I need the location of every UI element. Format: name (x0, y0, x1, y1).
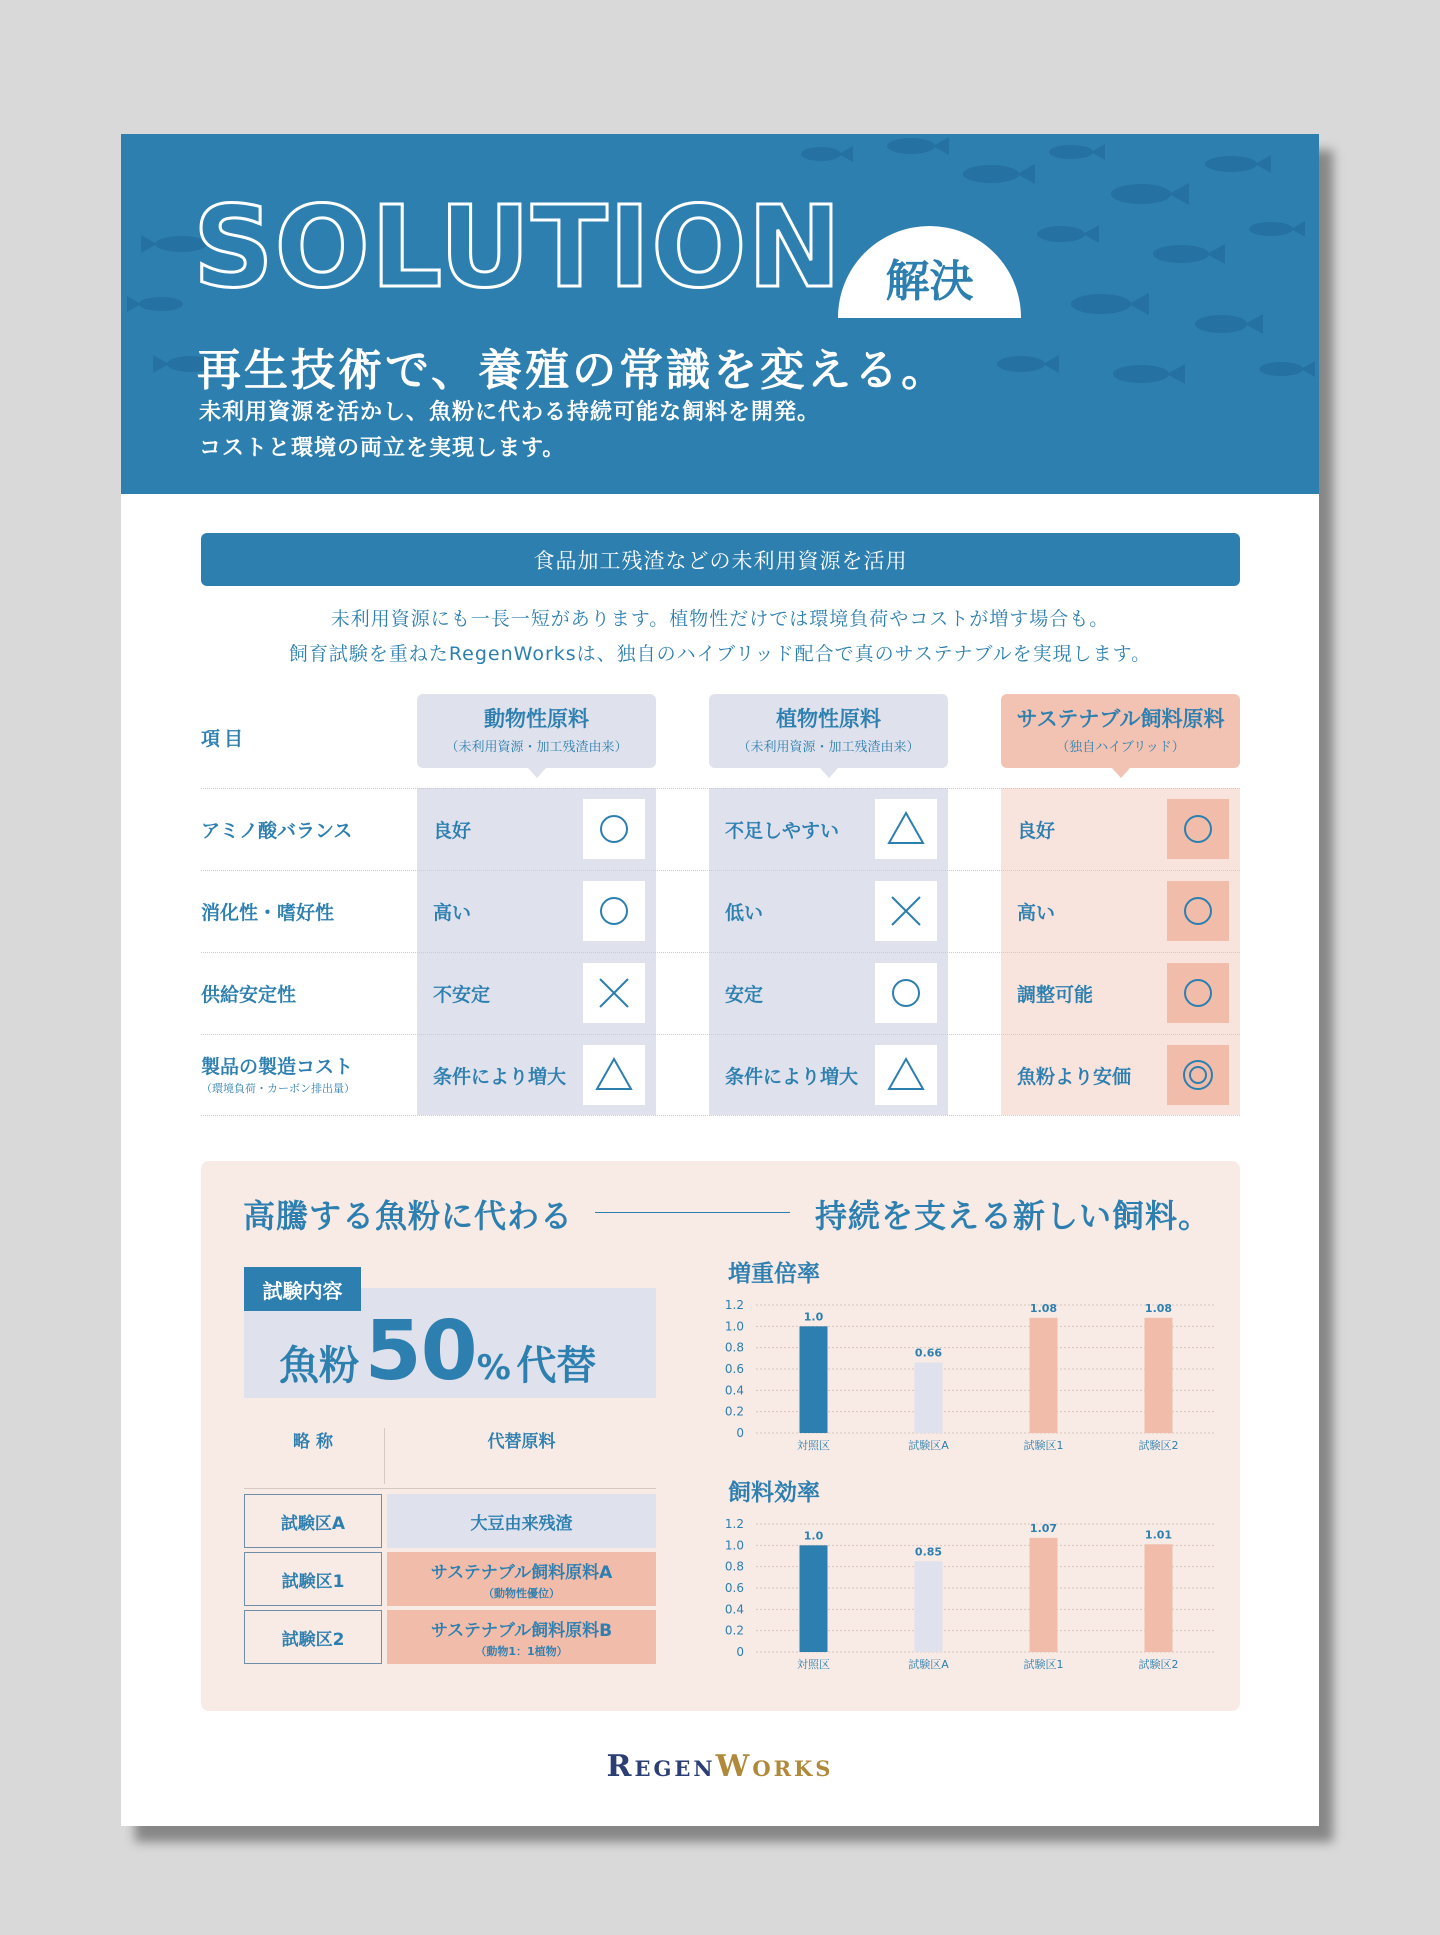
bar (1030, 1538, 1058, 1652)
weight-gain-bar-chart (716, 1291, 1226, 1461)
bar (800, 1545, 828, 1652)
cell-rating-text: 良好 (433, 820, 472, 842)
section-banner: 食品加工残渣などの未利用資源を活用 (201, 533, 1240, 586)
y-tick-label: 0.8 (724, 1340, 744, 1355)
row-label: 供給安定性 (201, 984, 297, 1006)
bar-value-label: 1.01 (1144, 1528, 1173, 1542)
row-divider (201, 788, 1240, 789)
fishmeal-word: 魚粉 (279, 1343, 359, 1389)
column-title: 動物性原料 (484, 707, 589, 731)
row-label: 消化性・嗜好性 (201, 902, 335, 924)
cross-icon (875, 881, 937, 941)
cell-rating-text: 安定 (725, 984, 764, 1006)
cell-rating-text: 高い (1017, 902, 1056, 924)
solution-heading: SOLUTION (193, 183, 843, 313)
chart-title-weight-gain: 増重倍率 (728, 1261, 820, 1287)
x-category-label: 試験区1 (1023, 1658, 1064, 1671)
row-label: 製品の製造コスト (201, 1056, 354, 1078)
y-tick-label: 0.2 (724, 1404, 744, 1419)
header-pointer (1112, 768, 1130, 778)
x-category-label: 試験区1 (1023, 1439, 1064, 1452)
bar-value-label: 1.07 (1029, 1521, 1058, 1535)
x-category-label: 対照区 (797, 1658, 830, 1671)
row-divider (201, 1115, 1240, 1116)
trial-section (201, 1161, 1240, 1711)
column-header-animal (417, 694, 656, 768)
logo-text-egen: EGEN (634, 1756, 716, 1781)
x-category-label: 試験区2 (1138, 1658, 1179, 1671)
bar (800, 1326, 828, 1433)
x-category-label: 試験区A (908, 1658, 949, 1671)
hero-subtitle-line1: 未利用資源を活かし、魚粉に代わる持続可能な飼料を開発。 (199, 400, 821, 425)
y-tick-label: 0.6 (724, 1581, 744, 1595)
group-material (387, 1552, 656, 1606)
intro-line1: 未利用資源にも一長一短があります。植物性だけでは環境負荷やコストが増す場合も。 (330, 608, 1110, 630)
bar (915, 1561, 943, 1652)
column-note: （未利用資源・加工残渣由来） (445, 740, 628, 755)
double-circle-icon (1167, 1045, 1229, 1105)
y-tick-label: 0 (736, 1426, 744, 1440)
bar-value-label: 0.66 (914, 1346, 943, 1360)
intro-line2: 飼育試験を重ねたRegenWorksは、独自のハイブリッド配合で真のサステナブルを実現します。 (288, 643, 1152, 665)
row-divider (201, 1034, 1240, 1035)
material-header: 代替原料 (487, 1432, 556, 1452)
header-divider (384, 1428, 385, 1484)
intro-text (121, 602, 1319, 672)
column-header-sustainable (1001, 694, 1240, 768)
y-tick-label: 1.0 (724, 1538, 744, 1553)
material-name: 大豆由来残渣 (470, 1513, 573, 1534)
logo-letter-r: R (606, 1749, 635, 1784)
y-tick-label: 1.2 (724, 1298, 744, 1312)
material-name: サステナブル飼料原料A (430, 1562, 613, 1583)
y-tick-label: 1.2 (724, 1517, 744, 1531)
triangle-icon (875, 1045, 937, 1105)
logo-letter-w: W (715, 1749, 753, 1784)
cross-icon (583, 963, 645, 1023)
heading-divider (595, 1212, 790, 1213)
bar-value-label: 1.0 (803, 1310, 824, 1324)
bar-value-label: 1.08 (1144, 1301, 1173, 1315)
y-tick-label: 0.2 (724, 1623, 744, 1638)
cell-rating-text: 条件により増大 (433, 1066, 567, 1088)
y-tick-label: 0.6 (724, 1362, 744, 1376)
y-tick-label: 1.0 (724, 1319, 744, 1334)
cell-rating-text: 条件により増大 (725, 1066, 859, 1088)
solution-badge: 解決 (838, 226, 1021, 318)
header-rule (244, 1488, 656, 1489)
row-note: （環境負荷・カーボン排出量） (201, 1082, 355, 1095)
header-pointer (820, 768, 838, 778)
column-note: （未利用資源・加工残渣由来） (737, 740, 920, 755)
trial-heading-left: 高騰する魚粉に代わる (243, 1197, 574, 1235)
abbr-header: 略 称 (293, 1432, 333, 1452)
y-tick-label: 0.4 (724, 1602, 744, 1617)
cell-rating-text: 高い (433, 902, 472, 924)
circle-icon (583, 799, 645, 859)
replacement-word: 代替 (516, 1343, 597, 1389)
hero-header (121, 134, 1319, 494)
group-abbr: 試験区A (244, 1494, 382, 1548)
cell-rating-text: 低い (725, 902, 764, 924)
circle-icon (875, 963, 937, 1023)
column-title: サステナブル飼料原料 (1016, 707, 1225, 731)
bar-value-label: 1.0 (803, 1529, 824, 1543)
material-note: （動物1：1植物） (475, 1644, 568, 1658)
cell-rating-text: 不足しやすい (725, 820, 840, 842)
cell-rating-text: 不安定 (433, 984, 491, 1006)
x-category-label: 試験区A (908, 1439, 949, 1452)
group-abbr: 試験区2 (244, 1610, 382, 1664)
x-category-label: 対照区 (797, 1439, 830, 1452)
logo-text-orks: ORKS (752, 1756, 834, 1781)
column-title: 植物性原料 (776, 707, 881, 731)
material-name: サステナブル飼料原料B (430, 1620, 613, 1641)
test-content-tag: 試験内容 (244, 1267, 361, 1311)
row-divider (201, 870, 1240, 871)
items-label: 項目 (201, 728, 248, 750)
bar (1145, 1318, 1173, 1433)
chart-title-feed-efficiency: 飼料効率 (728, 1480, 820, 1506)
triangle-icon (875, 799, 937, 859)
replacement-percent-value: 50 (364, 1304, 477, 1399)
trial-heading-right: 持続を支える新しい飼料。 (815, 1197, 1212, 1235)
y-tick-label: 0 (736, 1645, 744, 1659)
row-label: アミノ酸バランス (201, 820, 353, 842)
test-content-summary (279, 1304, 597, 1399)
cell-rating-text: 良好 (1017, 820, 1056, 842)
percent-sign: % (476, 1348, 511, 1388)
triangle-icon (583, 1045, 645, 1105)
circle-icon (583, 881, 645, 941)
circle-icon (1167, 799, 1229, 859)
hero-title: 再生技術で、養殖の常識を変える。 (197, 345, 949, 396)
y-tick-label: 0.8 (724, 1559, 744, 1574)
cell-rating-text: 魚粉より安価 (1017, 1066, 1132, 1088)
feed-efficiency-bar-chart (716, 1510, 1226, 1680)
group-material (387, 1494, 656, 1548)
column-header-plant (709, 694, 948, 768)
column-note: （独自ハイブリッド） (1056, 740, 1185, 755)
bar (1145, 1544, 1173, 1652)
circle-icon (1167, 881, 1229, 941)
bar (915, 1363, 943, 1433)
cell-rating-text: 調整可能 (1017, 984, 1094, 1006)
bar-value-label: 1.08 (1029, 1301, 1058, 1315)
flyer-sheet (121, 134, 1319, 1826)
bar (1030, 1318, 1058, 1433)
bar-value-label: 0.85 (914, 1545, 943, 1559)
y-tick-label: 0.4 (724, 1383, 744, 1398)
group-abbr: 試験区1 (244, 1552, 382, 1606)
hero-subtitle-line2: コストと環境の両立を実現します。 (199, 436, 566, 461)
x-category-label: 試験区2 (1138, 1439, 1179, 1452)
material-note: （動物性優位） (483, 1586, 560, 1600)
hero-subtitle (199, 395, 820, 467)
row-divider (201, 952, 1240, 953)
circle-icon (1167, 963, 1229, 1023)
regenworks-logo (121, 1749, 1319, 1784)
group-material (387, 1610, 656, 1664)
header-pointer (528, 768, 546, 778)
